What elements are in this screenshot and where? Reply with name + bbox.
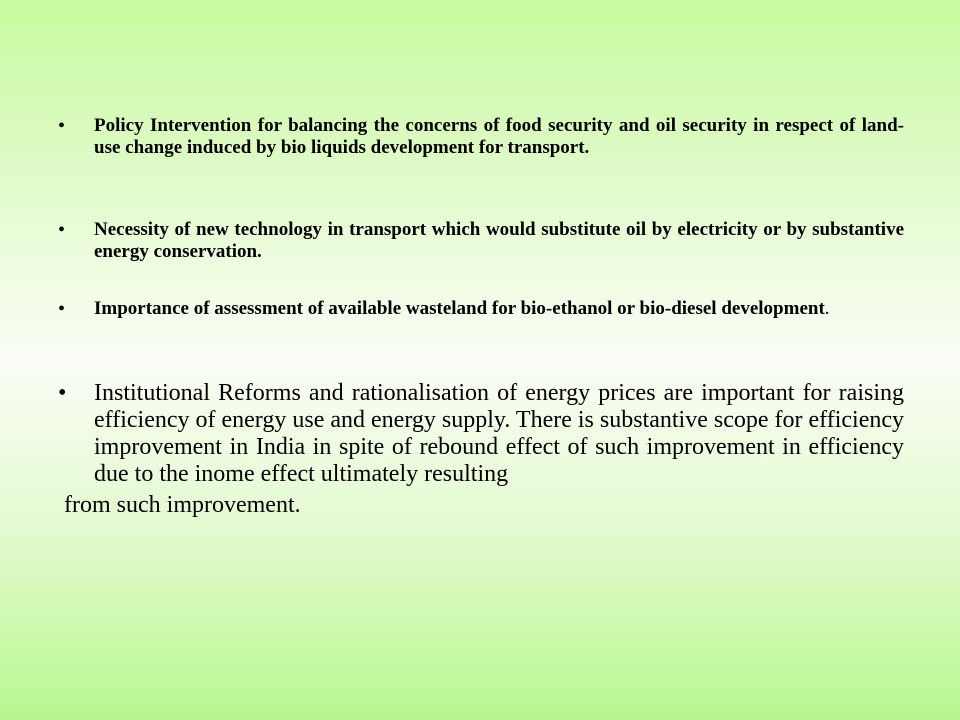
bullet-text: Importance of assessment of available wasteland for bio-ethanol or bio-diesel development	[94, 298, 825, 319]
bullet-continuation-text: from such improvement.	[64, 492, 301, 518]
bullet-marker: •	[58, 219, 66, 241]
bullet-marker: •	[58, 298, 66, 320]
bullet-item-policy-intervention	[58, 115, 904, 159]
bullet-marker: •	[58, 115, 66, 137]
bullet-text-period: .	[824, 298, 830, 319]
bullet-item-institutional-reforms	[58, 380, 904, 519]
bullet-item-wasteland-assessment	[58, 298, 904, 320]
bullet-text: Necessity of new technology in transport which would substitute oil by electricity or by substantive energy conservation.	[94, 219, 904, 262]
bullet-item-new-technology	[58, 219, 904, 263]
bullet-text: Institutional Reforms and rationalisation of energy prices are important for raising efficiency of energy use and energy supply. There is substantive scope for efficiency improvement in India in spite of rebound effect of such improvement in efficiency due to the inome effect ultimately resulting	[94, 380, 904, 487]
bullet-marker: •	[58, 380, 67, 406]
bullet-text: Policy Intervention for balancing the concerns of food security and oil security in respect of land-use change induced by bio liquids development for transport.	[94, 115, 904, 158]
bullet-text-wrapper	[94, 298, 904, 320]
